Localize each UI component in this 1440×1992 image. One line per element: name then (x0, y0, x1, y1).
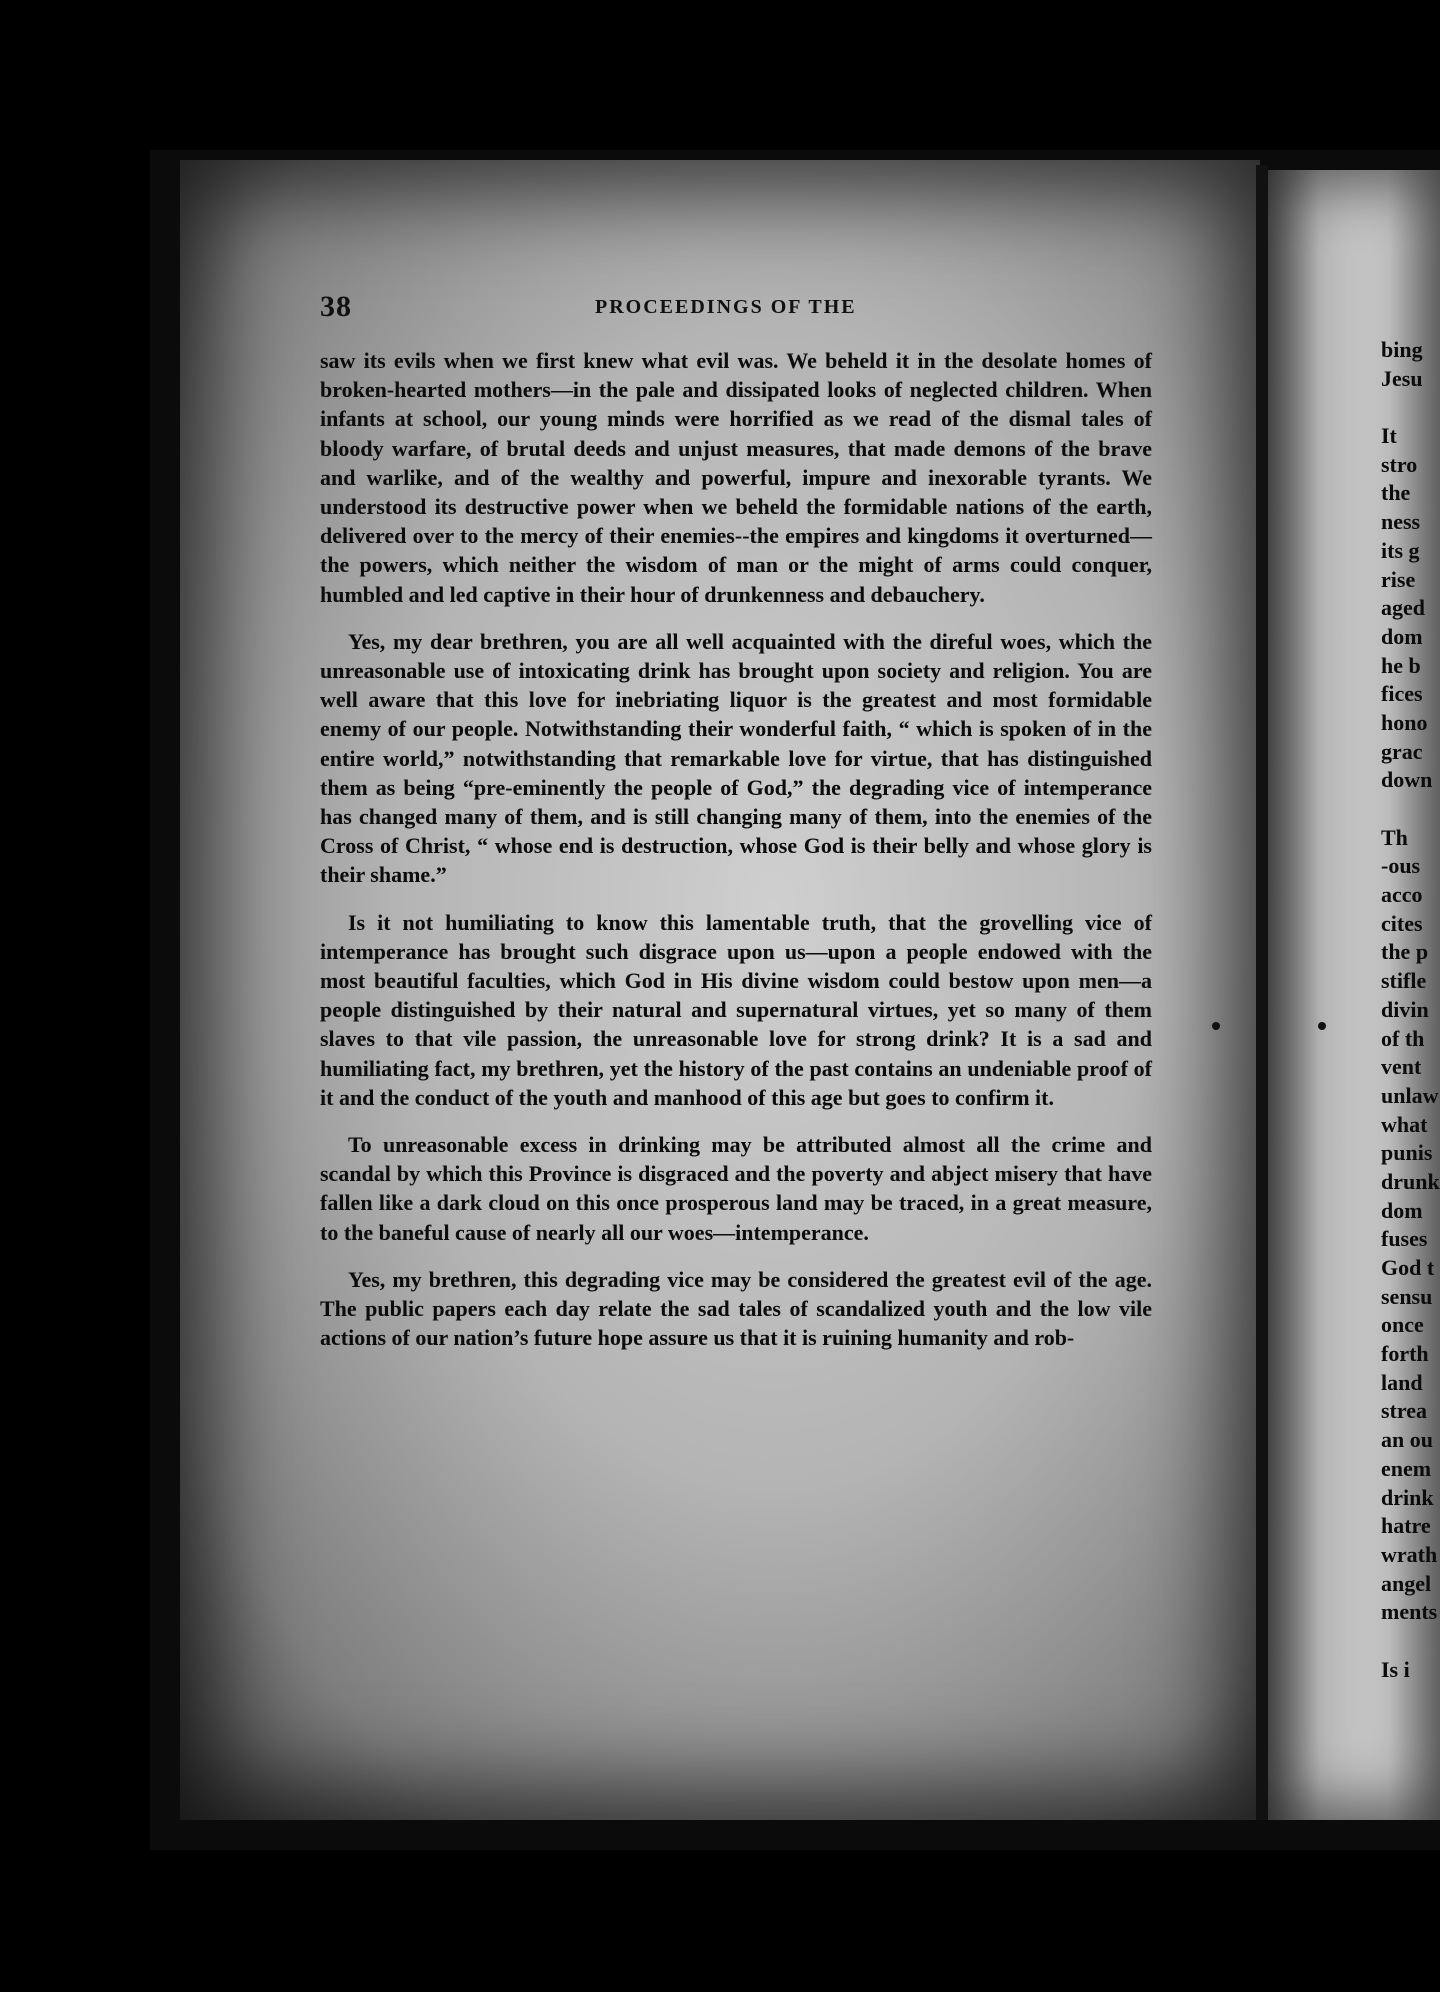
facing-page-fragment: punis (1381, 1140, 1433, 1166)
facing-page-fragment: Jesu (1381, 365, 1423, 391)
facing-page-fragment: dom (1381, 623, 1423, 649)
paragraph-3: Is it not humiliating to know this lamentable truth, that the grovelling vice of intemperance has brought such disgrace upon us—upon a people endowed with the most beautiful faculties, which God in His divine wisdom could bestow upon men—a people distinguished by their natural and supernatural virtues, yet so many of them slaves to that vile passion, the unreasonable love for strong drink? It is a sad and humiliating fact, my brethren, yet the history of the past contains an undeniable proof of it and the conduct of the youth and manhood of this age but goes to confirm it. (320, 909, 1152, 1110)
facing-page-fragment: sensu (1381, 1283, 1433, 1309)
facing-page-fragment: of th (1381, 1025, 1425, 1051)
paragraph-4: To unreasonable excess in drinking may be attributed almost all the crime and scandal by which this Province is disgraced and the poverty and abject misery that have fallen like a dark cloud on this once prosperous land may be traced, in a great measure, to the baneful cause of nearly all our woes—intemperance. (320, 1132, 1152, 1245)
facing-page-fragment (1381, 1627, 1440, 1656)
facing-page-fragment: stifle (1381, 968, 1427, 994)
facing-page-fragment: cites (1381, 910, 1423, 936)
facing-page-fragment: once (1381, 1312, 1424, 1338)
facing-page-fragment: stro (1381, 451, 1418, 477)
page-number: 38 (320, 290, 352, 323)
facing-page-fragment: ness (1381, 509, 1421, 535)
facing-page-fragment: dom (1381, 1197, 1423, 1223)
facing-page-fragment: enem (1381, 1455, 1432, 1481)
book-gutter (1256, 165, 1268, 1820)
facing-page-fragment: angel (1381, 1570, 1432, 1596)
facing-page-fragment: divin (1381, 996, 1429, 1022)
facing-page-fragment: its g (1381, 537, 1420, 563)
facing-page-fragment: Th (1381, 824, 1408, 850)
facing-page-fragment: ments (1381, 1599, 1438, 1625)
facing-page-fragment: down (1381, 767, 1433, 793)
facing-page-fragment: the p (1381, 939, 1429, 965)
paragraph-1: saw its evils when we first knew what evil was. We beheld it in the desolate homes of broken-hearted mothers—in the pale and dissipated looks of neglected children. When infants at school, our young minds were horrified as we read of the dismal tales of bloody warfare, of brutal deeds and unjust measures, that made demons of the brave and warlike, and of the wealthy and powerful, impure and inexorable tyrants. We understood its destructive power when we beheld the formidable nations of the earth, delivered over to the mercy of their enemies--the empires and kingdoms it overturned—the powers, which neither the wisdom of man or the might of arms could conquer, humbled and led captive in their hour of drunkenness and debauchery. (320, 348, 1152, 607)
ink-speck (1318, 1022, 1326, 1030)
facing-page-fragment: land (1381, 1369, 1423, 1395)
facing-page-fragment: forth (1381, 1341, 1429, 1367)
facing-page-fragment: acco (1381, 882, 1423, 908)
facing-page-fragment: hono (1381, 709, 1428, 735)
facing-page-fragment: grac (1381, 738, 1423, 764)
page-header (320, 290, 1160, 326)
facing-page-fragment (1381, 393, 1440, 422)
facing-page-fragment: It (1381, 423, 1397, 449)
facing-page-fragment: fices (1381, 681, 1423, 707)
paragraph-2: Yes, my dear brethren, you are all well acquainted with the direful woes, which the unreasonable use of intoxicating drink has brought upon society and religion. You are well aware that this love for inebriating liquor is the greatest and most formidable enemy of our people. Notwithstanding their wonderful faith, “ which is spoken of in the entire world,” notwithstanding that remarkable love for virtue, that has distinguished them as being “pre-eminently the people of God,” the degrading vice of intemperance has changed many of them, and is still changing many of them, into the enemies of the Cross of Christ, “ whose end is destruction, whose God is their belly and whose glory is their shame.” (320, 628, 1152, 888)
facing-page-fragment: he b (1381, 652, 1421, 678)
facing-page-fragment: drink (1381, 1484, 1434, 1510)
facing-page-fragment: aged (1381, 595, 1425, 621)
facing-page-fragment (1381, 795, 1440, 824)
facing-page-fragment: strea (1381, 1398, 1428, 1424)
facing-page-fragment: Is i (1381, 1656, 1410, 1682)
facing-page-fragment: hatre (1381, 1513, 1431, 1539)
ink-speck (1212, 1022, 1220, 1030)
facing-page-fragment: drunk (1381, 1168, 1440, 1194)
paragraph-5: Yes, my brethren, this degrading vice may be considered the greatest evil of the age. The public papers each day relate the sad tales of scandalized youth and the low vile actions of our nation’s future hope assure us that it is ruining humanity and rob- (320, 1266, 1152, 1351)
facing-page-column (1381, 336, 1440, 1684)
running-head: PROCEEDINGS OF THE (595, 296, 857, 318)
body-text (320, 346, 1152, 1353)
facing-page-fragment: vent (1381, 1054, 1422, 1080)
facing-page-fragment: fuses (1381, 1226, 1428, 1252)
facing-page-fragment: an ou (1381, 1427, 1433, 1453)
facing-page-fragment: wrath (1381, 1541, 1438, 1567)
facing-page-fragment: -ous (1381, 853, 1421, 879)
facing-page-fragment: God t (1381, 1255, 1435, 1280)
facing-page-fragment: the (1381, 480, 1411, 506)
facing-page-fragment: bing (1381, 337, 1423, 362)
facing-page-fragment: what (1381, 1111, 1428, 1137)
facing-page-fragment: unlaw (1381, 1082, 1439, 1108)
facing-page-fragment: rise (1381, 566, 1416, 592)
